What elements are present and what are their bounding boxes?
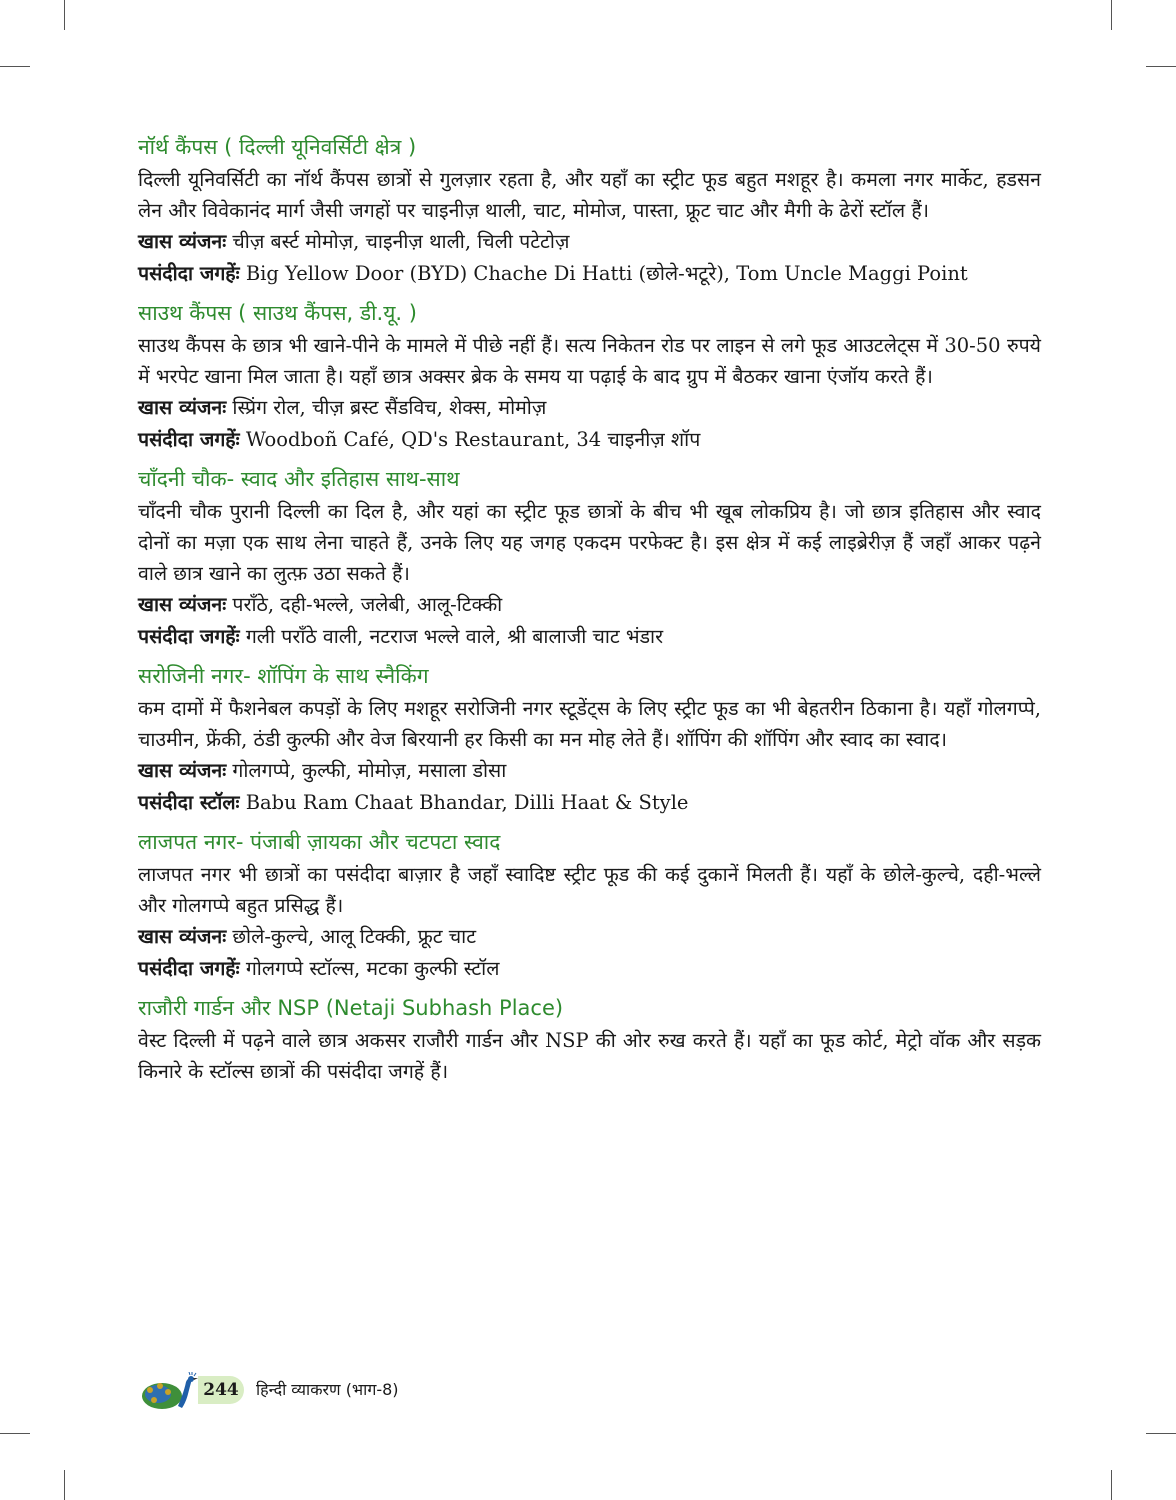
place-list: Big Yellow Door (BYD) Chache Di Hatti (छोले-भटूरे), Tom Uncle Maggi Point (245, 262, 968, 285)
section-north-campus (138, 132, 1041, 290)
dish-label: खास व्यंजनः (138, 396, 227, 419)
place-label: पसंदीदा जगहेंः (138, 262, 240, 285)
place-list: गोलगप्पे स्टॉल्स, मटका कुल्फी स्टॉल (245, 957, 500, 980)
dish-line (138, 226, 1041, 258)
place-list: Woodboñ Café, QD's Restaurant, 34 चाइनीज़ शॉप (245, 428, 701, 451)
book-title: हिन्दी व्याकरण (भाग-8) (256, 1380, 399, 1399)
section-lajpat-nagar (138, 827, 1041, 985)
crop-mark-left-bottom (0, 1433, 30, 1434)
section-rajouri-garden (138, 993, 1041, 1087)
dish-list: पराँठे, दही-भल्ले, जलेबी, आलू-टिक्की (232, 593, 503, 616)
crop-mark-right-bottom (1146, 1433, 1176, 1434)
place-line (138, 787, 1041, 819)
peacock-icon (140, 1372, 204, 1412)
place-label: पसंदीदा जगहेंः (138, 957, 240, 980)
place-line (138, 424, 1041, 456)
section-heading: नॉर्थ कैंपस ( दिल्ली यूनिवर्सिटी क्षेत्र ) (138, 135, 417, 159)
crop-mark-bottom-right (1111, 1470, 1112, 1500)
section-sarojini-nagar (138, 661, 1041, 819)
dish-label: खास व्यंजनः (138, 925, 227, 948)
section-paragraph: दिल्ली यूनिवर्सिटी का नॉर्थ कैंपस छात्रों से गुलज़ार रहता है, और यहाँ का स्ट्रीट फूड बहुत मशहूर है। कमला नगर मार्केट, हडसन लेन और विवेकानंद मार्ग जैसी जगहों पर चाइनीज़ थाली, चाट, मोमोज, पास्ता, फ्रूट चाट और मैगी के ढेरों स्टॉल हैं। (138, 168, 1041, 222)
section-paragraph: साउथ कैंपस के छात्र भी खाने-पीने के मामले में पीछे नहीं हैं। सत्य निकेतन रोड पर लाइन से लगे फूड आउटलेट्स में 30-50 रुपये में भरपेट खाना मिल जाता है। यहाँ छात्र अक्सर ब्रेक के समय या पढ़ाई के बाद ग्रुप में बैठकर खाना एंजॉय करते हैं। (138, 334, 1041, 388)
dish-line (138, 755, 1041, 787)
dish-label: खास व्यंजनः (138, 230, 227, 253)
section-heading: चाँदनी चौक- स्वाद और इतिहास साथ-साथ (138, 467, 460, 491)
dish-line (138, 392, 1041, 424)
crop-mark-right-top (1146, 66, 1176, 67)
section-paragraph: वेस्ट दिल्ली में पढ़ने वाले छात्र अकसर राजौरी गार्डन और NSP की ओर रुख करते हैं। यहाँ का फूड कोर्ट, मेट्रो वॉक और सड़क किनारे के स्टॉल्स छात्रों की पसंदीदा जगहें हैं। (138, 1029, 1041, 1083)
dish-line (138, 921, 1041, 953)
section-paragraph: कम दामों में फैशनेबल कपड़ों के लिए मशहूर सरोजिनी नगर स्टूडेंट्स के लिए स्ट्रीट फूड का भी बेहतरीन ठिकाना है। यहाँ गोलगप्पे, चाउमीन, फ्रेंकी, ठंडी कुल्फी और वेज बिरयानी हर किसी का मन मोह लेते हैं। शॉपिंग की शॉपिंग और स्वाद का स्वाद। (138, 697, 1041, 751)
dish-label: खास व्यंजनः (138, 759, 227, 782)
place-list: Babu Ram Chaat Bhandar, Dilli Haat & Style (245, 791, 689, 814)
section-paragraph: लाजपत नगर भी छात्रों का पसंदीदा बाज़ार है जहाँ स्वादिष्ट स्ट्रीट फूड की कई दुकानें मिलती हैं। यहाँ के छोले-कुल्चे, दही-भल्ले और गोलगप्पे बहुत प्रसिद्ध हैं। (138, 863, 1041, 917)
dish-list: गोलगप्पे, कुल्फी, मोमोज़, मसाला डोसा (232, 759, 507, 782)
crop-mark-top-left (64, 0, 65, 30)
place-label: पसंदीदा स्टॉलः (138, 791, 240, 814)
section-paragraph: चाँदनी चौक पुरानी दिल्ली का दिल है, और यहां का स्ट्रीट फूड छात्रों के बीच भी खूब लोकप्रिय है। जो छात्र इतिहास और स्वाद दोनों का मज़ा एक साथ लेना चाहते हैं, उनके लिए यह जगह एकदम परफेक्ट है। इस क्षेत्र में कई लाइब्रेरीज़ हैं जहाँ आकर पढ़ने वाले छात्र खाने का लुत्फ़ उठा सकते हैं। (138, 500, 1041, 585)
dish-list: चीज़ बर्स्ट मोमोज़, चाइनीज़ थाली, चिली पटेटोज़ (232, 230, 570, 253)
dish-list: स्प्रिंग रोल, चीज़ ब्रस्ट सैंडविच, शेक्स, मोमोज़ (232, 396, 547, 419)
page-number: 244 (198, 1376, 244, 1404)
page-content (138, 132, 1041, 1095)
section-heading: लाजपत नगर- पंजाबी ज़ायका और चटपटा स्वाद (138, 830, 501, 854)
place-line (138, 621, 1041, 653)
place-line (138, 258, 1041, 290)
section-heading: राजौरी गार्डन और NSP (Netaji Subhash Place) (138, 996, 564, 1020)
crop-mark-bottom-left (64, 1470, 65, 1500)
section-chandni-chowk (138, 464, 1041, 653)
place-label: पसंदीदा जगहेंः (138, 428, 240, 451)
crop-mark-top-right (1111, 0, 1112, 30)
section-heading: सरोजिनी नगर- शॉपिंग के साथ स्नैकिंग (138, 664, 429, 688)
dish-line (138, 589, 1041, 621)
place-list: गली पराँठे वाली, नटराज भल्ले वाले, श्री बालाजी चाट भंडार (245, 625, 664, 648)
section-south-campus (138, 298, 1041, 456)
section-heading: साउथ कैंपस ( साउथ कैंपस, डी.यू. ) (138, 301, 417, 325)
place-label: पसंदीदा जगहेंः (138, 625, 240, 648)
place-line (138, 953, 1041, 985)
crop-mark-left-top (0, 66, 30, 67)
page-footer (140, 1372, 640, 1412)
dish-list: छोले-कुल्चे, आलू टिक्की, फ्रूट चाट (232, 925, 477, 948)
dish-label: खास व्यंजनः (138, 593, 227, 616)
